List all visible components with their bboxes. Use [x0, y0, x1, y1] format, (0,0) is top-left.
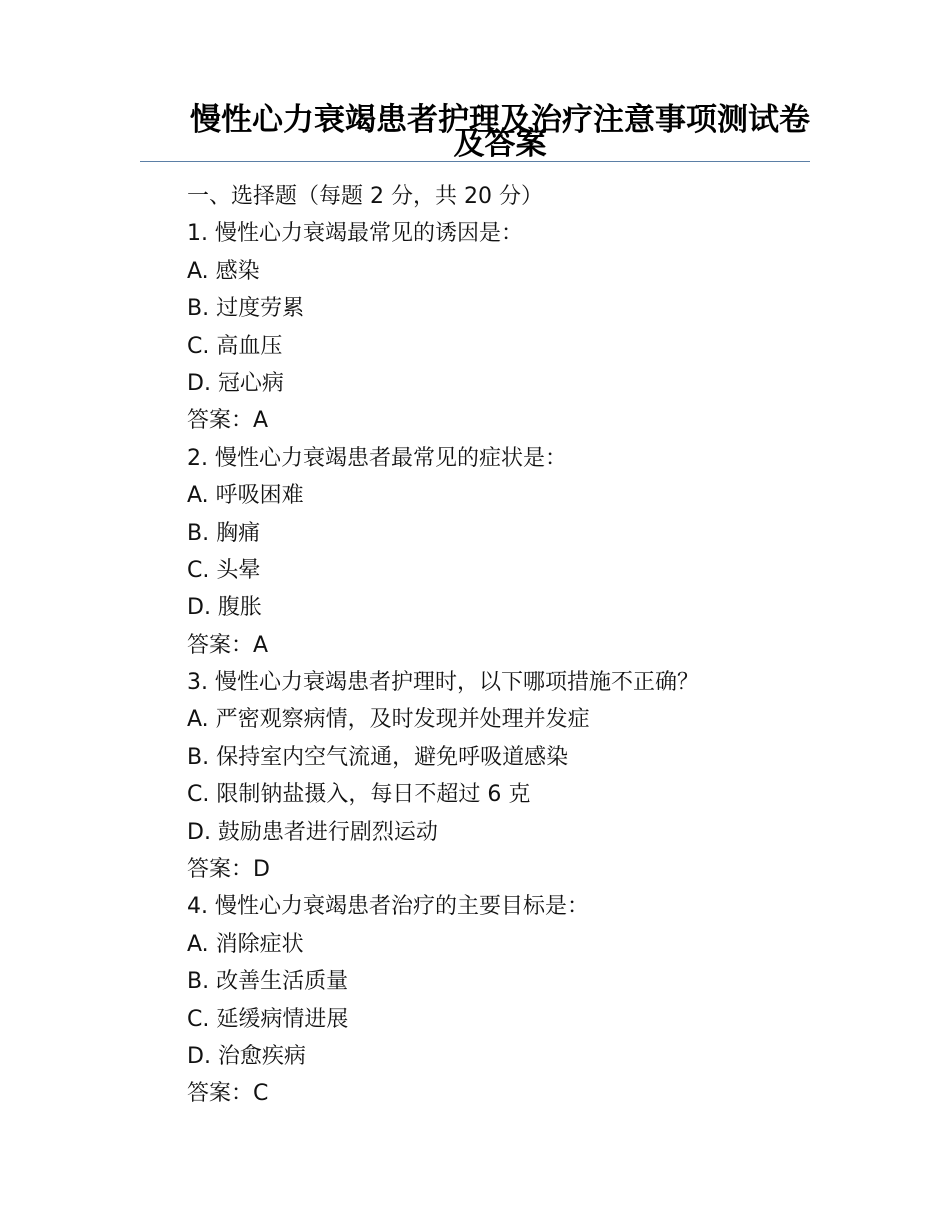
title-underline: [140, 161, 810, 162]
option-a: A. 消除症状: [187, 931, 304, 957]
option-b: B. 胸痛: [187, 520, 261, 546]
option-d: D. 鼓励患者进行剧烈运动: [187, 819, 438, 845]
question-2: [187, 440, 827, 664]
question-stem: 1. 慢性心力衰竭最常见的诱因是：: [187, 221, 523, 247]
question-stem: 3. 慢性心力衰竭患者护理时，以下哪项措施不正确？: [187, 670, 699, 696]
answer-line: 答案：A: [187, 632, 269, 658]
question-stem: 2. 慢性心力衰竭患者最常见的症状是：: [187, 445, 567, 471]
question-3: [187, 664, 827, 888]
option-c: C. 头晕: [187, 557, 261, 583]
option-c: C. 高血压: [187, 333, 283, 359]
document-title: 慢性心力衰竭患者护理及治疗注意事项测试卷及答案: [190, 102, 810, 162]
question-4: [187, 888, 827, 1112]
option-d: D. 治愈疾病: [187, 1043, 306, 1069]
option-d: D. 冠心病: [187, 370, 284, 396]
question-stem: 4. 慢性心力衰竭患者治疗的主要目标是：: [187, 894, 589, 920]
option-c: C. 限制钠盐摄入，每日不超过 6 克: [187, 782, 531, 808]
option-b: B. 改善生活质量: [187, 969, 349, 995]
option-d: D. 腹胀: [187, 595, 262, 621]
section-heading: 一、选择题（每题 2 分，共 20 分）: [187, 184, 543, 209]
answer-line: 答案：A: [187, 408, 269, 434]
answer-line: 答案：D: [187, 857, 270, 883]
option-b: B. 过度劳累: [187, 296, 305, 322]
option-a: A. 呼吸困难: [187, 483, 304, 509]
option-a: A. 严密观察病情，及时发现并处理并发症: [187, 707, 590, 733]
option-b: B. 保持室内空气流通，避免呼吸道感染: [187, 744, 569, 770]
answer-line: 答案：C: [187, 1081, 269, 1107]
document-body: [187, 178, 827, 1113]
option-c: C. 延缓病情进展: [187, 1006, 349, 1032]
question-1: [187, 215, 827, 439]
option-a: A. 感染: [187, 258, 260, 284]
